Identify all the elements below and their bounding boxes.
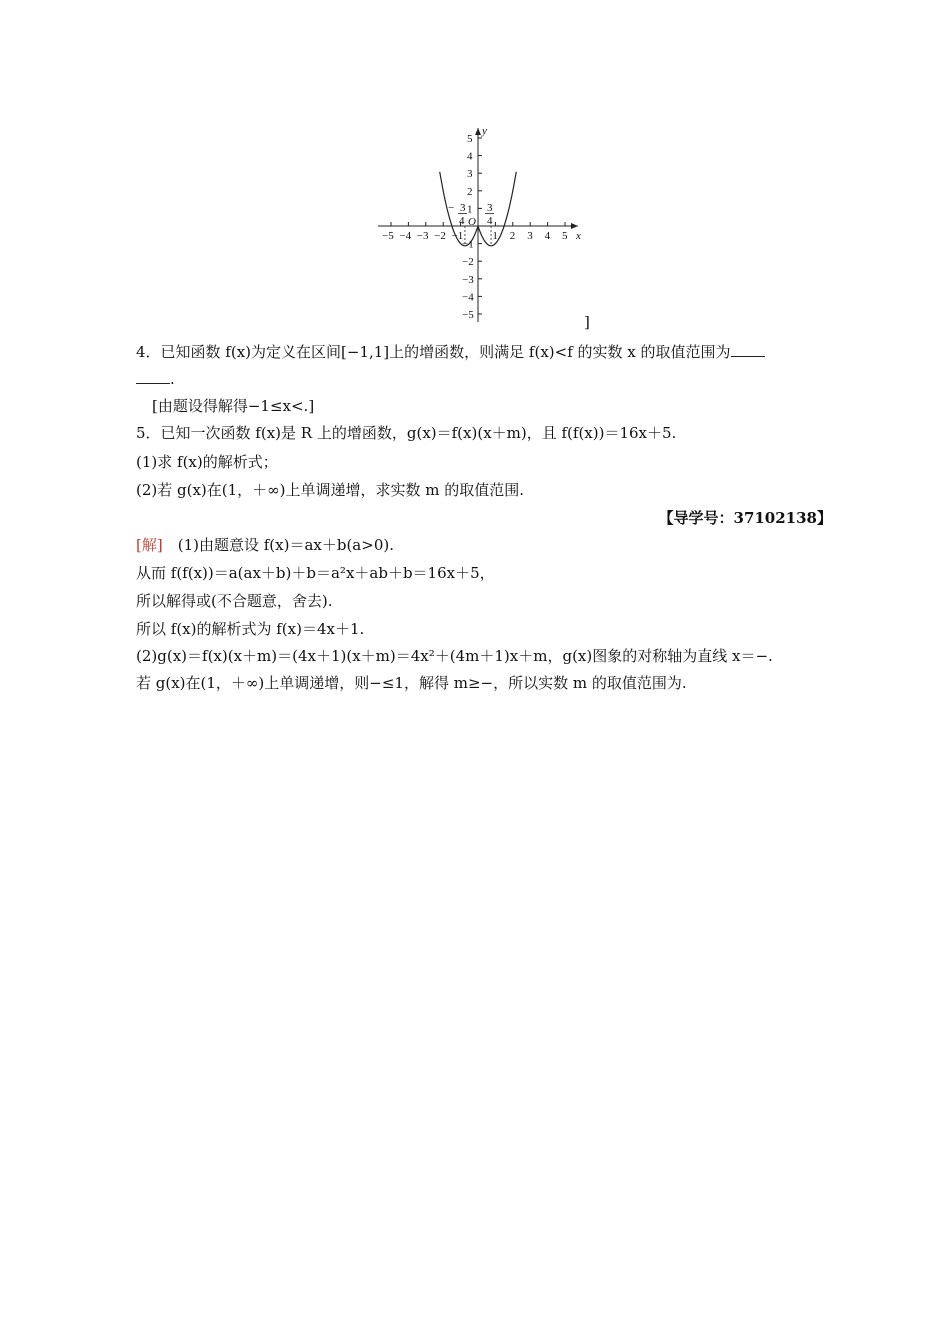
y-tick-label: 4 [467, 150, 473, 163]
left-vertex-frac-den: 4 [459, 215, 465, 227]
solution-line4: 所以 f(x)的解析式为 f(x)＝4x＋1. [136, 620, 365, 638]
guide-number: 【导学号：37102138】 [658, 509, 832, 527]
right-vertex-frac-num: 3 [487, 202, 493, 214]
question-4-end: . [170, 370, 175, 388]
x-tick-label: −2 [434, 230, 446, 242]
y-tick-label: 5 [467, 133, 473, 145]
solution-line6: 若 g(x)在(1，＋∞)上单调递增，则−≤1，解得 m≥−，所以实数 m 的取值范围为. [136, 674, 687, 692]
x-tick-label: −3 [416, 230, 429, 242]
left-vertex-frac-num: 3 [460, 202, 466, 214]
question-4-answer: [由题设得解得−1≤x<.] [152, 397, 315, 415]
solution-line1 [136, 535, 394, 555]
parabola-graph [370, 122, 600, 332]
y-axis-label: y [482, 125, 487, 137]
x-tick-label: −5 [382, 230, 394, 242]
y-tick-label: 2 [467, 185, 473, 198]
question-4-line1 [136, 342, 765, 362]
question-4-text: 4．已知函数 f(x)为定义在区间[−1,1]上的增函数，则满足 f(x)<f 的实数 x 的取值范围为 [136, 343, 731, 361]
x-tick-label: 4 [544, 230, 551, 242]
solution-line3: 所以解得或(不合题意，舍去). [136, 592, 333, 610]
question-4-line2 [136, 369, 175, 389]
x-tick-label: 5 [562, 230, 568, 242]
x-tick-label: 2 [509, 230, 516, 242]
question-5-line1: 5．已知一次函数 f(x)是 R 上的增函数，g(x)＝f(x)(x＋m)，且 f(f(x))＝16x＋5. [136, 424, 677, 442]
x-tick-label: 1 [492, 230, 498, 242]
solution-line2: 从而 f(f(x))＝a(ax＋b)＋b＝a²x＋ab＋b＝16x＋5， [136, 564, 495, 582]
y-tick-label: −2 [462, 256, 474, 269]
closing-bracket: ] [584, 313, 590, 331]
y-tick-label: −4 [462, 291, 474, 304]
solution-line5: (2)g(x)＝f(x)(x＋m)＝(4x＋1)(x＋m)＝4x²＋(4m＋1)x＋m，g(x)图象的对称轴为直线 x＝−. [136, 647, 773, 665]
right-vertex-frac-den: 4 [487, 215, 493, 227]
x-tick-label: 3 [527, 230, 533, 242]
y-tick-label: −3 [462, 273, 474, 286]
question-5-part2: (2)若 g(x)在(1，＋∞)上单调递增，求实数 m 的取值范围. [136, 481, 525, 499]
solution-step1: (1)由题意设 f(x)＝ax＋b(a>0). [162, 536, 394, 554]
origin-label: O [468, 216, 476, 228]
answer-blank-2 [136, 369, 170, 384]
answer-blank-1 [731, 342, 765, 357]
x-axis-label: x [576, 230, 581, 242]
x-tick-label: −4 [399, 230, 412, 242]
y-tick-label: 3 [467, 168, 473, 181]
x-axis-arrow [571, 223, 578, 229]
y-tick-label: −5 [462, 309, 474, 321]
x-tick-label: −1 [451, 230, 464, 242]
left-vertex-neg-sign: − [448, 202, 455, 214]
y-tick-label: −1 [462, 238, 474, 251]
y-tick-label: 1 [467, 203, 473, 216]
solution-mark: [解] [136, 536, 163, 554]
question-5-part1: (1)求 f(x)的解析式； [136, 453, 278, 471]
y-axis-arrow [475, 128, 481, 135]
